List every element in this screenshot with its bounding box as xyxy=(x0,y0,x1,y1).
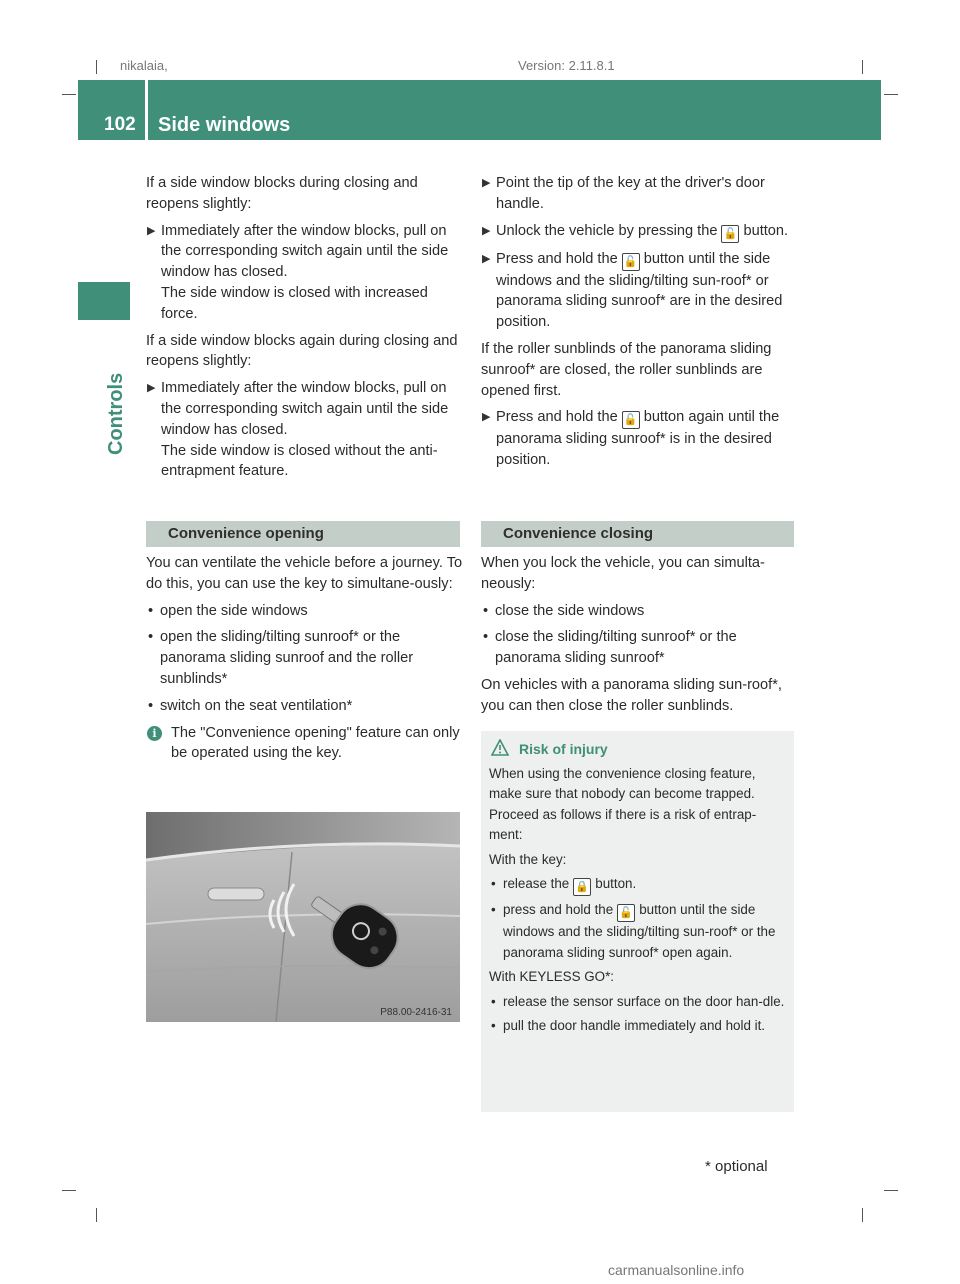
step-arrow-icon: ▶ xyxy=(147,224,156,237)
watermark: carmanualsonline.info xyxy=(608,1262,745,1278)
step-text: button. xyxy=(743,222,789,239)
footnote: * optional xyxy=(705,1158,768,1175)
convenience-closing-text xyxy=(481,553,797,723)
list-item xyxy=(146,627,464,689)
list-item-text: release the xyxy=(503,876,570,891)
crop-mark xyxy=(884,94,898,95)
bullet-icon: • xyxy=(491,876,496,891)
unlock-button-icon: 🔓 xyxy=(617,904,635,922)
info-text: The "Convenience opening" feature can only be operated using the key. xyxy=(171,724,460,762)
list-item-text: button. xyxy=(595,876,637,891)
list-item-text: pull the door handle immediately and hold it. xyxy=(503,1018,766,1033)
list-item-text: close the sliding/tilting sunroof* or the panorama sliding sunroof* xyxy=(495,629,737,667)
crop-mark xyxy=(62,1190,76,1191)
list-item xyxy=(146,696,464,717)
list-item xyxy=(489,874,786,896)
warning-triangle-icon xyxy=(491,739,509,757)
step-text: button again until the panorama sliding sunroof* is in the desired position. xyxy=(496,409,780,469)
list-item xyxy=(481,627,797,669)
bullet-icon: • xyxy=(483,602,489,619)
list-item-text: button until the side windows and the sliding/tilting sun-roof* or the panorama sliding sunroof* open again. xyxy=(503,902,776,960)
warning-box xyxy=(481,731,794,1112)
step-text: Immediately after the window blocks, pull on the corresponding switch again until the side window has closed. xyxy=(161,222,449,281)
instruction-step xyxy=(481,407,799,471)
unlock-button-icon: 🔓 xyxy=(622,253,640,271)
crop-mark xyxy=(96,60,97,74)
list-item-text: switch on the seat ventilation* xyxy=(160,697,353,714)
convenience-opening-text xyxy=(146,553,464,764)
side-tab-label: Controls xyxy=(105,372,127,455)
section-title: Side windows xyxy=(158,114,291,136)
header-divider xyxy=(145,80,148,140)
bullet-icon: • xyxy=(491,993,496,1009)
step-text: Press and hold the xyxy=(496,409,618,426)
instruction-step xyxy=(146,221,462,325)
warning-text: When using the convenience closing feature, make sure that nobody can become trapped. Proceed as follows if there is a risk of entrap-ment: xyxy=(489,765,757,842)
bullet-icon: • xyxy=(148,697,154,714)
step-result: The side window is closed without the anti-entrapment feature. xyxy=(161,442,438,480)
list-item xyxy=(481,601,797,622)
image-code: P88.00-2416-31 xyxy=(380,1007,452,1018)
instruction-step xyxy=(481,249,799,333)
page-number: 102 xyxy=(104,114,136,135)
unlock-button-icon: 🔓 xyxy=(721,225,739,243)
list-item xyxy=(489,900,786,963)
paragraph: If a side window blocks again during closing and reopens slightly: xyxy=(146,332,458,370)
paragraph: On vehicles with a panorama sliding sun-roof*, you can then close the roller sunblinds. xyxy=(481,676,782,714)
warning-title xyxy=(489,739,786,760)
paragraph: When you lock the vehicle, you can simulta-neously: xyxy=(481,555,765,592)
bullet-icon: • xyxy=(491,902,496,917)
running-header-left: nikalaia, xyxy=(120,58,168,73)
paragraph: If a side window blocks during closing and reopens slightly: xyxy=(146,175,418,212)
list-item-text: press and hold the xyxy=(503,902,614,917)
key-door-photo xyxy=(146,812,460,1022)
step-result: The side window is closed with increased force. xyxy=(161,284,428,322)
crop-mark xyxy=(862,1208,863,1222)
instruction-step xyxy=(481,173,799,215)
paragraph: If the roller sunblinds of the panorama sliding sunroof* are closed, the roller sunblinds are opened first. xyxy=(481,340,772,399)
step-text: Immediately after the window blocks, pull on the corresponding switch again until the side window has closed. xyxy=(161,380,449,438)
side-tab-marker xyxy=(78,282,130,320)
step-arrow-icon: ▶ xyxy=(482,252,491,265)
running-header-right: Version: 2.11.8.1 xyxy=(518,58,615,73)
warning-subheading: With KEYLESS GO*: xyxy=(489,969,615,984)
crop-mark xyxy=(862,60,863,74)
list-item-text: close the side windows xyxy=(495,602,645,619)
list-item-text: open the side windows xyxy=(160,602,308,619)
subheading-convenience-closing: Convenience closing xyxy=(481,521,794,547)
bullet-icon: • xyxy=(491,1018,496,1033)
list-item-text: open the sliding/tilting sunroof* or the panorama sliding sunroof and the roller sunblinds* xyxy=(160,629,414,687)
step-text: button until the side windows and the sliding/tilting sun-roof* or panorama sliding sunroof* are in the desired position. xyxy=(496,250,783,331)
step-text: Point the tip of the key at the driver's door handle. xyxy=(496,175,765,212)
warning-subheading: With the key: xyxy=(489,851,567,867)
left-column xyxy=(146,173,462,488)
warning-title-text: Risk of injury xyxy=(519,741,608,757)
instruction-step xyxy=(481,221,799,243)
list-item-text: release the sensor surface on the door han-dle. xyxy=(503,993,785,1009)
crop-mark xyxy=(96,1208,97,1222)
right-column xyxy=(481,173,799,477)
door-handle xyxy=(208,888,264,900)
lock-button-icon: 🔒 xyxy=(573,878,591,896)
step-arrow-icon: ▶ xyxy=(482,224,491,237)
bullet-icon: • xyxy=(148,602,154,619)
list-item xyxy=(489,1016,786,1037)
step-arrow-icon: ▶ xyxy=(147,382,156,395)
list-item xyxy=(489,992,786,1013)
step-text: Unlock the vehicle by pressing the xyxy=(496,222,718,239)
unlock-button-icon: 🔓 xyxy=(622,411,640,429)
bullet-icon: • xyxy=(148,629,154,646)
info-note xyxy=(146,723,464,765)
step-text: Press and hold the xyxy=(496,250,618,267)
crop-mark xyxy=(884,1190,898,1191)
step-arrow-icon: ▶ xyxy=(482,177,491,189)
list-item xyxy=(146,601,464,622)
step-arrow-icon: ▶ xyxy=(482,411,491,424)
paragraph: You can ventilate the vehicle before a journey. To do this, you can use the key to simultane-ously: xyxy=(146,555,463,592)
info-icon: i xyxy=(147,726,162,741)
crop-mark xyxy=(62,94,76,95)
subheading-convenience-opening: Convenience opening xyxy=(146,521,460,547)
instruction-step xyxy=(146,378,462,482)
bullet-icon: • xyxy=(483,629,489,646)
